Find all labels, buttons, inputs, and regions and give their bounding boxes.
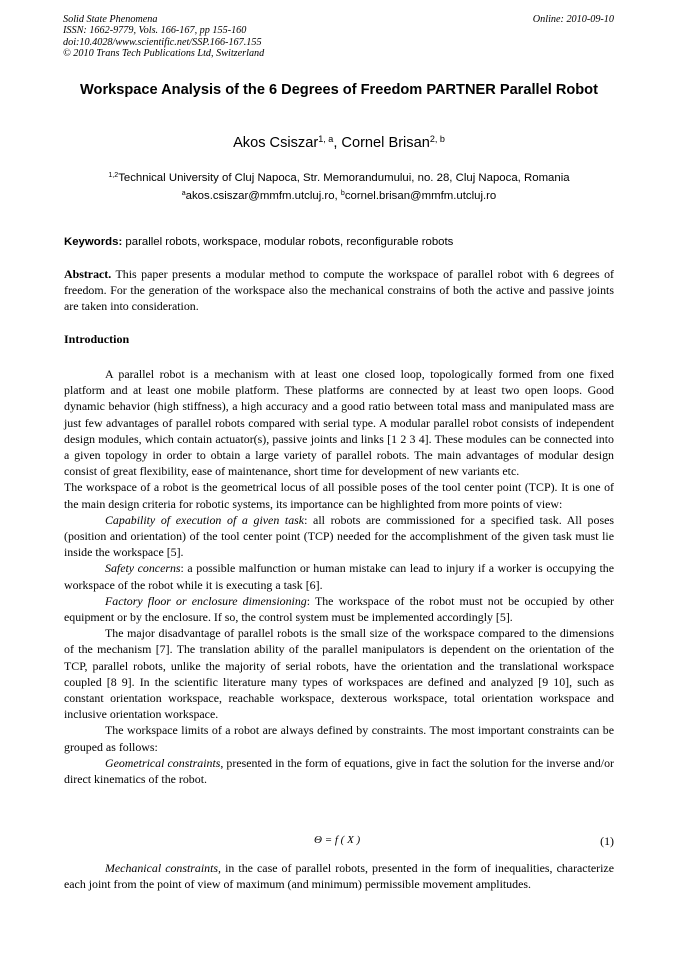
email-link[interactable]: cornel.brisan@mmfm.utcluj.ro	[344, 190, 497, 202]
author-name: Akos Csiszar	[233, 135, 319, 151]
affiliation-text: Technical University of Cluj Napoca, Str. Memorandumului, no. 28, Cluj Napoca, Romania	[118, 172, 570, 184]
keywords-label: Keywords:	[64, 236, 123, 248]
italic-label: Geometrical constraints	[105, 755, 221, 770]
paragraph: The workspace of a robot is the geometrical locus of all possible poses of the tool center point (TCP). It is one of the main design criteria for robotic systems, its importance can be highlighted from more points of view:	[64, 480, 614, 511]
paragraph	[64, 860, 614, 892]
italic-label: Capability of execution of a given task	[105, 512, 305, 527]
paper-title: Workspace Analysis of the 6 Degrees of Freedom PARTNER Parallel Robot	[80, 82, 598, 98]
online-date: Online: 2010-09-10	[532, 14, 614, 25]
paragraph	[64, 560, 614, 592]
affiliation-block	[64, 169, 614, 205]
equation	[64, 834, 614, 852]
paragraph: The workspace limits of a robot are always defined by constraints. The most important constraints can be grouped as follows:	[64, 723, 614, 754]
section-heading: Introduction	[64, 332, 130, 346]
italic-label: Factory floor or enclosure dimensioning	[105, 593, 307, 608]
author-separator: ,	[333, 135, 342, 151]
paragraph-text: in the case of parallel robots, presented in the form of inequalities, characterize each joint from the point of view of maximum (and minimum) permissible movement amplitudes.	[64, 861, 614, 892]
copyright-line: © 2010 Trans Tech Publications Ltd, Switzerland	[63, 47, 265, 59]
paragraph-text: : all robots are commissioned for a specified task. All poses (position and orientation) of the tool center point (TCP) needed for the accomplishment of the given task must lie inside the workspace [5].	[64, 512, 614, 560]
author-line	[64, 135, 614, 151]
paragraph	[64, 593, 614, 625]
equation-body: Θ = f ( X )	[314, 834, 361, 846]
doi-line: doi:10.4028/www.scientific.net/SSP.166-167.155	[63, 36, 262, 48]
keywords-line	[64, 236, 614, 248]
introduction-body	[64, 366, 614, 787]
affiliation-superscript: 1,2	[108, 171, 119, 179]
paragraph	[64, 512, 614, 561]
email-superscript: a	[181, 189, 186, 197]
author-superscript: 2, b	[429, 133, 445, 144]
paragraph-text: : a possible malfunction or human mistake can lead to injury if a worker is occupying the workspace of the robot while it is executing a task [6].	[64, 561, 614, 592]
paragraph	[64, 860, 614, 892]
email-line	[64, 187, 614, 205]
paragraph: A parallel robot is a mechanism with at least one closed loop, topologically formed from one fixed platform and at least one mobile platform. These platforms are connected by at least two open loops. Good dynamic behavior (high stiffness), a high accuracy and a good ratio between total mass and manipulated mass are just few advantages of parallel robots compared with serial type. A modular parallel robot consists of independent design modules, which contain actuator(s), passive joints and links [1 2 3 4]. These modules can be connected into a given topology in order to obtain a large variety of parallel robots. The main advantages of modular design consist of great flexibility, ease of maintenance, short time for development of new variants etc.	[64, 367, 614, 479]
italic-label: Mechanical constraints,	[105, 861, 222, 875]
paragraph: The major disadvantage of parallel robots is the small size of the workspace compared to the dimensions of the mechanism [7]. The translation ability of the parallel manipulators is dependent on the orientation of the TCP, parallel robots, unlike the majority of serial robots, have the orientation and the translational workspace coupled [8 9]. In the scientific literature many types of workspaces are defined and analyzed [9 10], such as constant orientation workspace, reachable workspace, dexterous workspace, total orientation workspace and inclusive orientation workspace.	[64, 626, 614, 722]
abstract-paragraph	[64, 266, 614, 315]
issn-line: ISSN: 1662-9779, Vols. 166-167, pp 155-160	[63, 25, 247, 37]
paragraph	[64, 755, 614, 787]
author-superscript: 1, a	[318, 133, 334, 144]
equation-number: (1)	[600, 834, 614, 848]
email-link[interactable]: akos.csiszar@mmfm.utcluj.ro,	[185, 190, 341, 202]
journal-name: Solid State Phenomena	[63, 14, 158, 25]
email-superscript: b	[340, 189, 345, 197]
abstract-label: Abstract.	[64, 267, 112, 281]
keywords-text: parallel robots, workspace, modular robots, reconfigurable robots	[122, 236, 454, 248]
journal-header	[63, 14, 264, 59]
paragraph-text: , presented in the form of equations, give in fact the solution for the inverse and/or direct kinematics of the robot.	[64, 755, 614, 787]
author-name: Cornel Brisan	[341, 135, 430, 151]
paragraph-text: : The workspace of the robot must not be occupied by other equipment or by the enclosure. If so, the control system must be implemented accordingly [5].	[64, 593, 614, 625]
italic-label: Safety concerns	[105, 561, 181, 576]
affiliation-line	[64, 169, 614, 187]
abstract-text: This paper presents a modular method to compute the workspace of parallel robot with 6 degrees of freedom. For the generation of the workspace also the mechanical constrains of both the active and passive joints are taken into consideration.	[64, 267, 614, 314]
